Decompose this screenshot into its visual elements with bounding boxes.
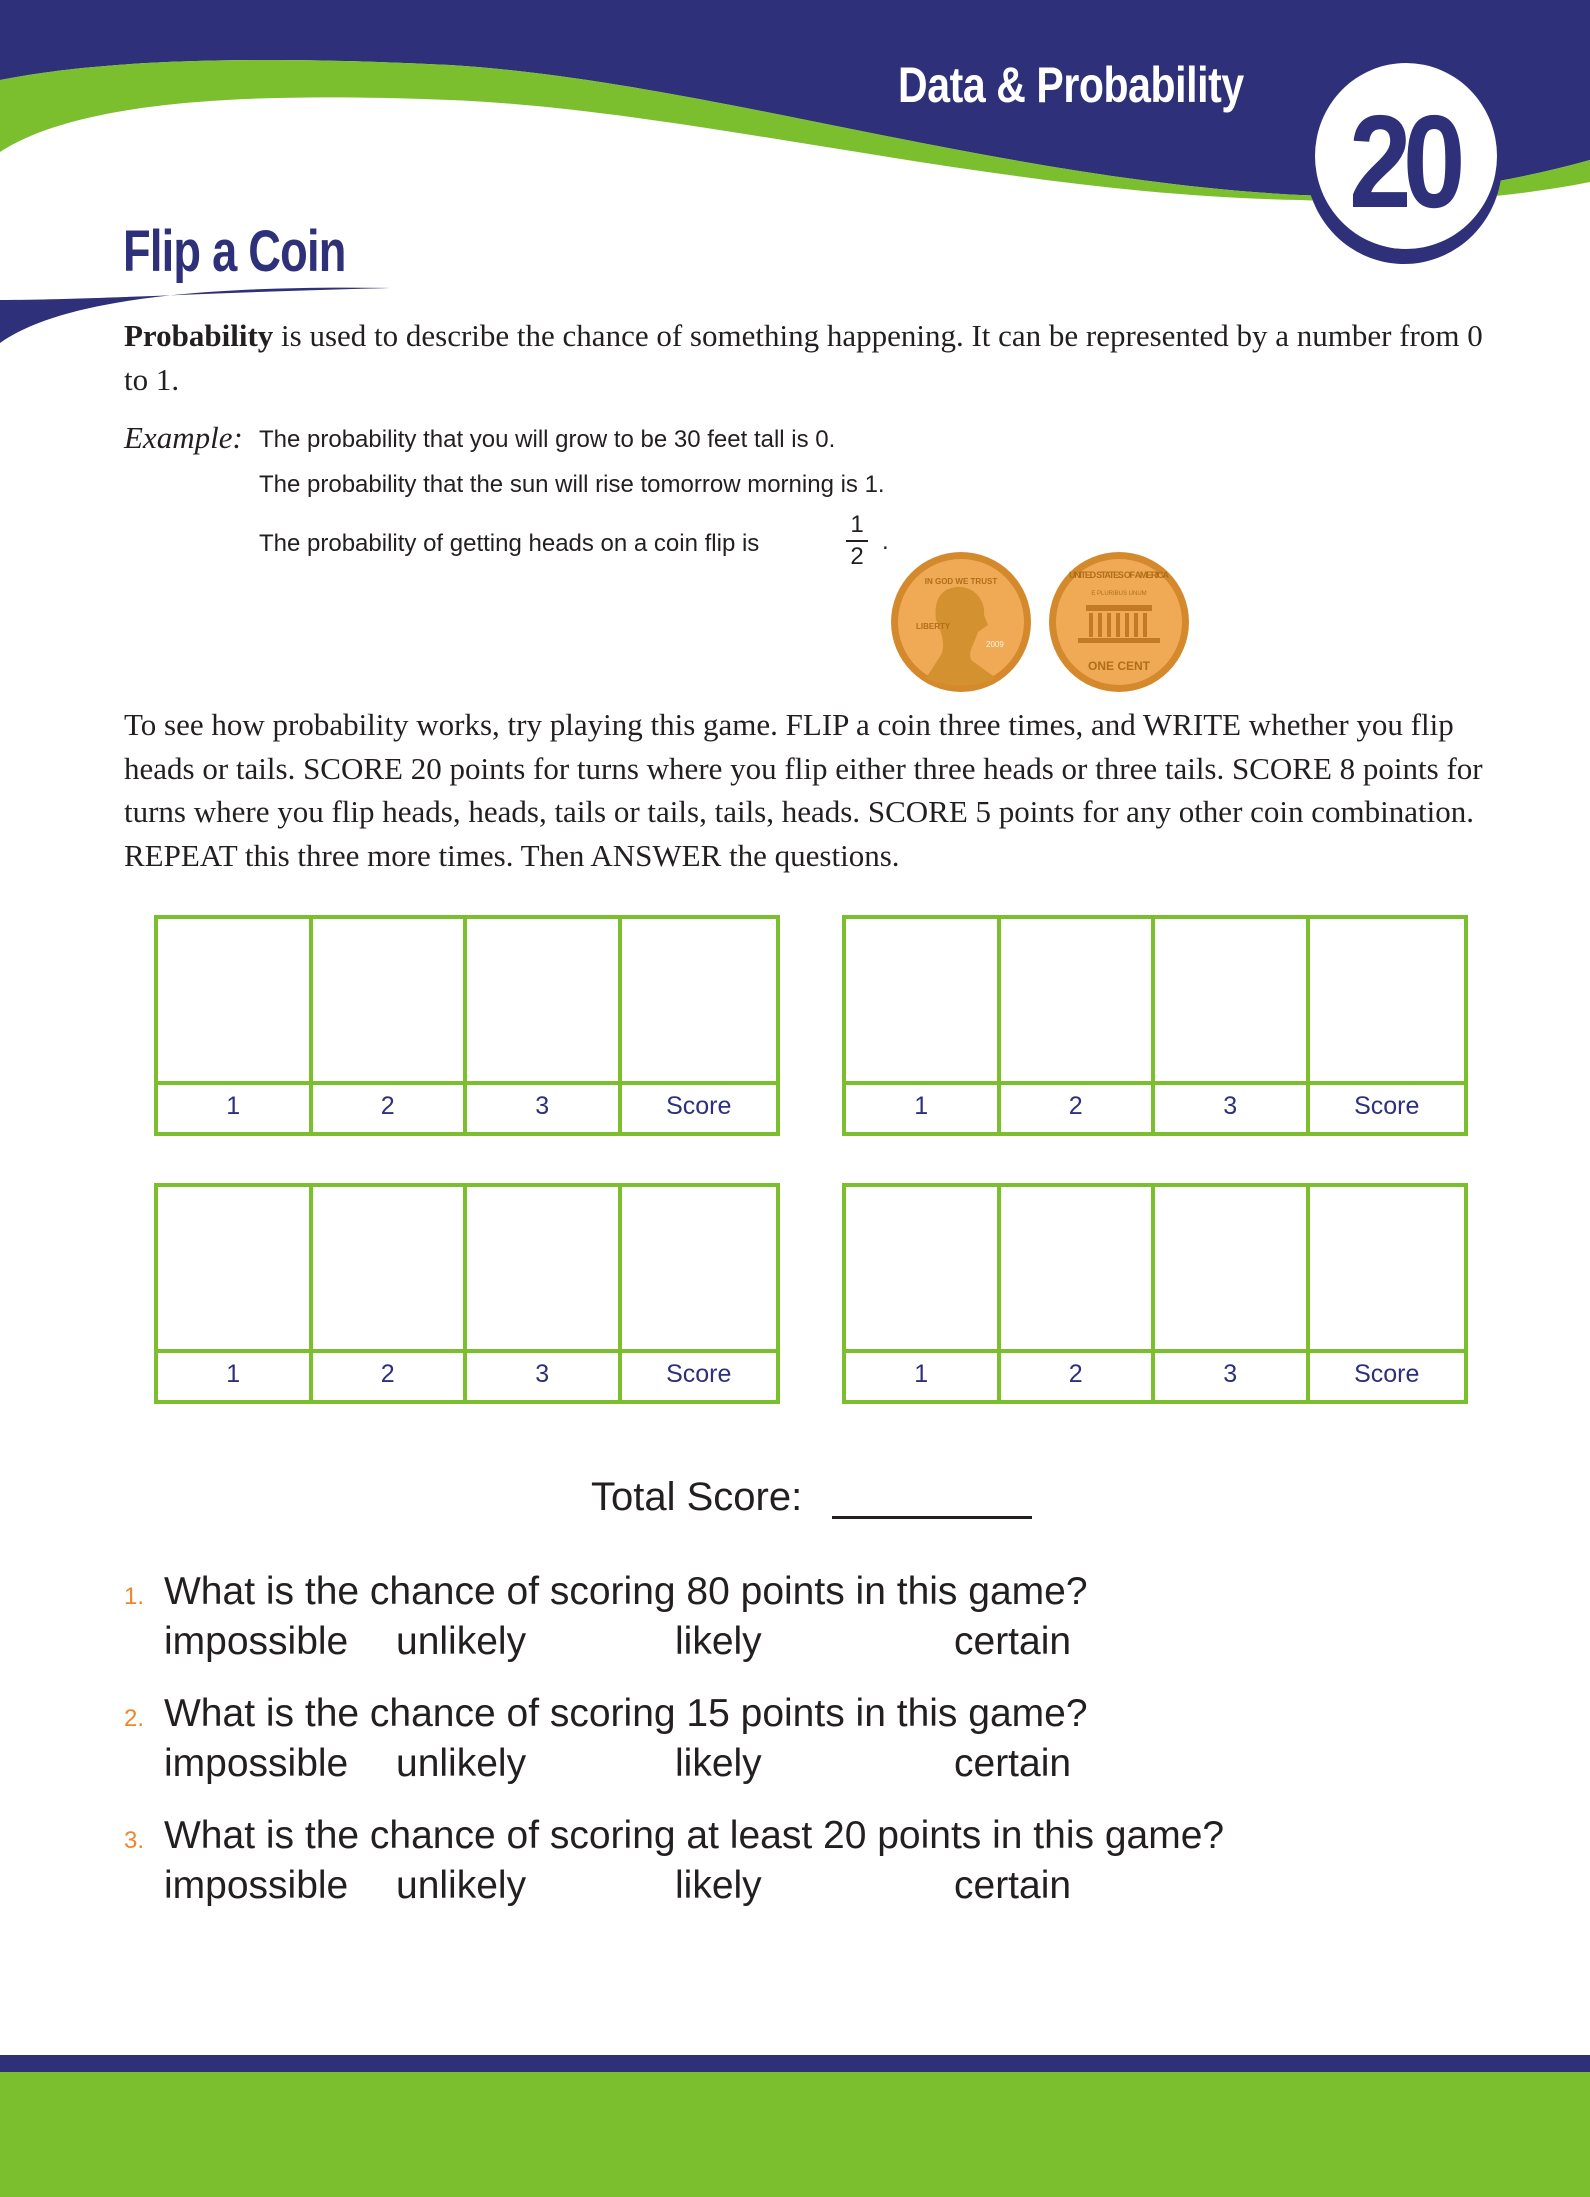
q1-option-impossible[interactable]: impossible: [164, 1620, 349, 1663]
coin-value: ONE CENT: [1087, 659, 1151, 673]
score-table-4: [842, 1183, 1468, 1404]
flip-1-box[interactable]: [846, 919, 1001, 1085]
q3-option-certain[interactable]: certain: [954, 1864, 1072, 1907]
q2-option-certain[interactable]: certain: [954, 1742, 1072, 1785]
label-flip-1: 1: [158, 1085, 313, 1132]
label-score: Score: [666, 1092, 732, 1120]
game-instructions: To see how probability works, try playing this game. FLIP a coin three times, and WRITE whether you flip heads or tails. SCORE 20 points for turns where you flip either three heads or three tails. SCORE 8 points for turns where you flip heads, heads, tails or tails, tails, heads. SCORE 5 points for any other coin combination. REPEAT this three more times. Then ANSWER the questions.: [124, 707, 1483, 873]
unit-number: 20: [1349, 88, 1457, 235]
label-score: Score: [666, 1360, 732, 1388]
question-1-number: 1.: [124, 1583, 145, 1610]
coin-year: 2009: [986, 640, 1004, 649]
intro-text: is used to describe the chance of something happening. It can be represented by a number from 0 to 1.: [124, 318, 1483, 397]
flip-1-box[interactable]: [158, 919, 313, 1085]
penny-coins-image: [886, 550, 1196, 700]
coin-liberty: LIBERTY: [916, 622, 951, 631]
label-flip-1: 1: [846, 1353, 1001, 1400]
flip-3-box[interactable]: [467, 1187, 622, 1353]
question-1-text: What is the chance of scoring 80 points in this game?: [164, 1570, 1088, 1613]
penny-tails-icon: [1049, 552, 1189, 692]
intro-term: Probability: [124, 318, 274, 353]
question-2-text: What is the chance of scoring 15 points in this game?: [164, 1692, 1088, 1735]
section-title: Data & Probability: [898, 57, 1244, 113]
label-score: Score: [1354, 1092, 1420, 1120]
q2-option-unlikely[interactable]: unlikely: [396, 1742, 527, 1785]
score-box[interactable]: [1310, 1187, 1465, 1353]
fraction-denominator: 2: [846, 540, 868, 572]
flip-3-box[interactable]: [1155, 919, 1310, 1085]
flip-3-box[interactable]: [467, 919, 622, 1085]
label-flip-3: 3: [1155, 1085, 1310, 1132]
flip-2-box[interactable]: [1001, 919, 1156, 1085]
flip-2-box[interactable]: [313, 919, 468, 1085]
fraction-numerator: 1: [850, 511, 864, 538]
penny-heads-icon: [891, 552, 1031, 692]
flip-2-box[interactable]: [313, 1187, 468, 1353]
example-line-2: The probability that the sun will rise tomorrow morning is 1.: [259, 471, 885, 498]
label-flip-2: 2: [313, 1353, 468, 1400]
q1-option-likely[interactable]: likely: [675, 1620, 762, 1663]
example-period: .: [882, 528, 889, 555]
question-2-number: 2.: [124, 1705, 145, 1732]
fraction-one-half: [846, 510, 868, 572]
coin-motto-tails: E PLURIBUS UNUM: [1091, 591, 1147, 597]
score-box[interactable]: [622, 1187, 777, 1353]
example-line-1: The probability that you will grow to be 30 feet tall is 0.: [259, 426, 836, 453]
flip-3-box[interactable]: [1155, 1187, 1310, 1353]
q3-option-impossible[interactable]: impossible: [164, 1864, 349, 1907]
score-box[interactable]: [622, 919, 777, 1085]
label-flip-3: 3: [467, 1085, 622, 1132]
coin-motto: IN GOD WE TRUST: [924, 577, 998, 586]
flip-1-box[interactable]: [846, 1187, 1001, 1353]
label-flip-2: 2: [1001, 1085, 1156, 1132]
coin-country: UNITED STATES OF AMERICA: [1069, 570, 1169, 580]
footer-stripe: [0, 2055, 1590, 2072]
example-label: Example:: [124, 420, 243, 455]
q2-option-impossible[interactable]: impossible: [164, 1742, 349, 1785]
intro-paragraph: [124, 314, 1484, 401]
score-table-2: [842, 915, 1468, 1136]
q3-option-unlikely[interactable]: unlikely: [396, 1864, 527, 1907]
q3-option-likely[interactable]: likely: [675, 1864, 762, 1907]
score-table-1: [154, 915, 780, 1136]
q1-option-unlikely[interactable]: unlikely: [396, 1620, 527, 1663]
question-3-text: What is the chance of scoring at least 20 points in this game?: [164, 1814, 1225, 1857]
total-score-blank[interactable]: [832, 1516, 1032, 1519]
page-title: Flip a Coin: [123, 219, 346, 284]
label-score: Score: [1354, 1360, 1420, 1388]
label-flip-1: 1: [846, 1085, 1001, 1132]
label-flip-3: 3: [467, 1353, 622, 1400]
question-3-number: 3.: [124, 1827, 145, 1854]
label-flip-2: 2: [313, 1085, 468, 1132]
q1-option-certain[interactable]: certain: [954, 1620, 1072, 1663]
total-score-label: Total Score:: [591, 1475, 803, 1519]
flip-1-box[interactable]: [158, 1187, 313, 1353]
label-flip-2: 2: [1001, 1353, 1156, 1400]
flip-2-box[interactable]: [1001, 1187, 1156, 1353]
score-box[interactable]: [1310, 919, 1465, 1085]
example-line-3: The probability of getting heads on a coin flip is: [259, 530, 760, 557]
q2-option-likely[interactable]: likely: [675, 1742, 762, 1785]
label-flip-3: 3: [1155, 1353, 1310, 1400]
score-table-3: [154, 1183, 780, 1404]
footer-band: [0, 2072, 1590, 2197]
label-flip-1: 1: [158, 1353, 313, 1400]
